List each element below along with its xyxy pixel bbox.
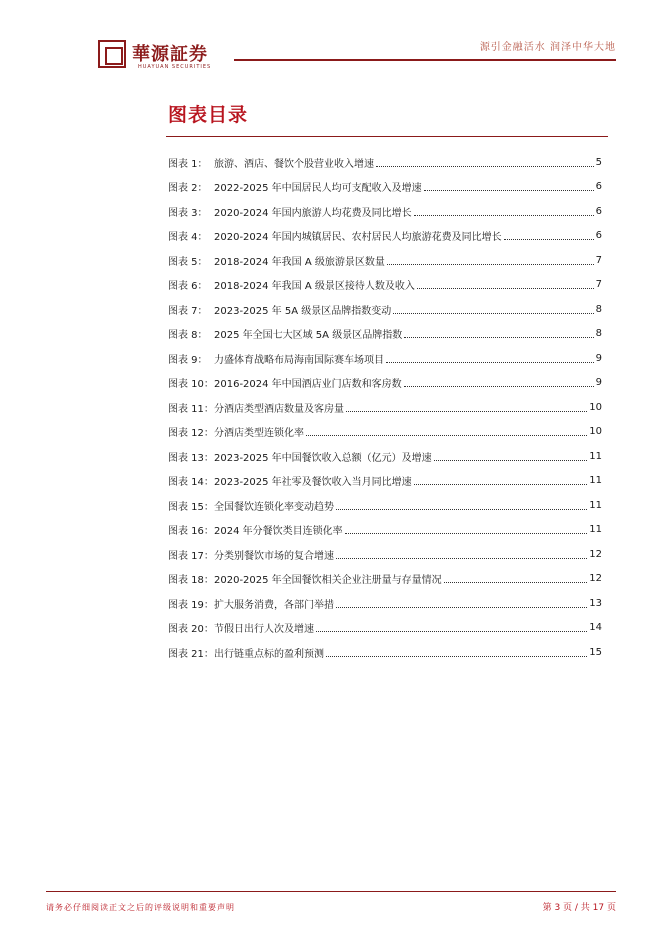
toc-dot-leader: [434, 460, 588, 461]
toc-entry-page: 11: [589, 450, 602, 462]
toc-entry-label: 图表 16：: [168, 526, 214, 538]
toc-entry[interactable]: [168, 616, 602, 641]
header-divider: [234, 59, 616, 61]
toc-entry-title: 分类别餐饮市场的复合增速: [214, 550, 334, 562]
toc-entry[interactable]: [168, 322, 602, 347]
toc-entry-page: 12: [589, 573, 602, 585]
toc-entry-page: 6: [595, 205, 602, 217]
toc-entry-page: 12: [589, 548, 602, 560]
logo-name: 華源証券: [132, 44, 208, 65]
toc-dot-leader: [414, 484, 588, 485]
toc-entry[interactable]: [168, 224, 602, 249]
toc-entry[interactable]: [168, 591, 602, 616]
toc-dot-leader: [424, 190, 594, 191]
toc-dot-leader: [444, 582, 588, 583]
toc-entry-title: 2023-2025 年中国餐饮收入总额（亿元）及增速: [214, 452, 432, 464]
toc-entry-label: 图表 2：: [168, 183, 208, 195]
toc-entry-page: 9: [595, 377, 602, 389]
toc-entry-label: 图表 18：: [168, 575, 214, 587]
toc-entry-page: 5: [595, 156, 602, 168]
logo-subtitle: HUAYUAN SECURITIES: [138, 64, 212, 70]
toc-entry-title: 节假日出行人次及增速: [214, 624, 314, 636]
toc-entry-label: 图表 6：: [168, 281, 208, 293]
toc-dot-leader: [404, 337, 593, 338]
toc-dot-leader: [336, 558, 587, 559]
toc-entry[interactable]: [168, 640, 602, 665]
toc-entry-label: 图表 15：: [168, 501, 214, 513]
toc-entry-label: 图表 17：: [168, 550, 214, 562]
toc-entry[interactable]: [168, 346, 602, 371]
toc-entry-title: 出行链重点标的盈利预测: [214, 648, 324, 660]
toc-title: 图表目录: [168, 104, 249, 126]
toc-entry-page: 10: [589, 401, 602, 413]
toc-entry-page: 7: [595, 279, 602, 291]
table-of-figures: [168, 150, 602, 665]
toc-entry-page: 7: [595, 254, 602, 266]
toc-entry-page: 9: [595, 352, 602, 364]
toc-entry[interactable]: [168, 567, 602, 592]
toc-entry[interactable]: [168, 542, 602, 567]
toc-dot-leader: [345, 533, 588, 534]
toc-dot-leader: [393, 313, 593, 314]
toc-entry[interactable]: [168, 248, 602, 273]
toc-entry-title: 2023-2025 年社零及餐饮收入当月同比增速: [214, 477, 412, 489]
toc-entry[interactable]: [168, 273, 602, 298]
toc-entry-title: 2018-2024 年我国 A 级旅游景区数量: [214, 256, 385, 268]
toc-entry-page: 14: [589, 622, 602, 634]
toc-entry-page: 11: [589, 499, 602, 511]
toc-entry-label: 图表 8：: [168, 330, 208, 342]
toc-entry-page: 8: [595, 328, 602, 340]
header-slogan: 源引金融活水 润泽中华大地: [479, 42, 616, 53]
toc-dot-leader: [504, 239, 594, 240]
toc-entry-title: 2022-2025 年中国居民人均可支配收入及增速: [214, 183, 422, 195]
toc-entry-title: 2024 年分餐饮类目连锁化率: [214, 526, 343, 538]
toc-entry-title: 分酒店类型酒店数量及客房量: [214, 403, 344, 415]
toc-dot-leader: [386, 362, 594, 363]
toc-entry[interactable]: [168, 395, 602, 420]
toc-entry-label: 图表 19：: [168, 599, 214, 611]
toc-entry-page: 8: [595, 303, 602, 315]
toc-entry-title: 分酒店类型连锁化率: [214, 428, 304, 440]
toc-entry[interactable]: [168, 371, 602, 396]
toc-dot-leader: [336, 509, 587, 510]
toc-dot-leader: [316, 631, 587, 632]
toc-entry-title: 2020-2024 年国内城镇居民、农村居民人均旅游花费及同比增长: [214, 232, 502, 244]
toc-entry[interactable]: [168, 518, 602, 543]
toc-entry-label: 图表 4：: [168, 232, 208, 244]
toc-dot-leader: [404, 386, 594, 387]
toc-dot-leader: [346, 411, 587, 412]
toc-entry-page: 10: [589, 426, 602, 438]
toc-entry-label: 图表 7：: [168, 305, 208, 317]
toc-entry-label: 图表 5：: [168, 256, 208, 268]
toc-entry-title: 2020-2024 年国内旅游人均花费及同比增长: [214, 207, 412, 219]
toc-entry-title: 2018-2024 年我国 A 级景区接待人数及收入: [214, 281, 415, 293]
page-header: [0, 0, 662, 70]
toc-entry-page: 6: [595, 181, 602, 193]
toc-entry-label: 图表 3：: [168, 207, 208, 219]
toc-entry-label: 图表 21：: [168, 648, 214, 660]
toc-entry-page: 15: [589, 646, 602, 658]
footer-disclaimer: 请务必仔细阅读正文之后的评级说明和重要声明: [46, 903, 235, 912]
toc-entry-label: 图表 14：: [168, 477, 214, 489]
toc-entry-page: 13: [589, 597, 602, 609]
toc-entry-label: 图表 9：: [168, 354, 208, 366]
toc-entry[interactable]: [168, 297, 602, 322]
toc-dot-leader: [414, 215, 594, 216]
toc-entry-label: 图表 10：: [168, 379, 214, 391]
toc-dot-leader: [417, 288, 594, 289]
toc-entry-page: 11: [589, 475, 602, 487]
toc-entry-title: 扩大服务消费，各部门举措: [214, 599, 334, 611]
toc-dot-leader: [387, 264, 594, 265]
toc-entry-page: 11: [589, 524, 602, 536]
toc-entry[interactable]: [168, 175, 602, 200]
toc-entry-label: 图表 12：: [168, 428, 214, 440]
company-logo: [98, 40, 224, 74]
toc-entry-page: 6: [595, 230, 602, 242]
toc-entry-title: 旅游、酒店、餐饮个股营业收入增速: [214, 158, 374, 170]
toc-dot-leader: [376, 166, 594, 167]
toc-entry-title: 2023-2025 年 5A 级景区品牌指数变动: [214, 305, 392, 317]
toc-entry[interactable]: [168, 444, 602, 469]
toc-entry-title: 全国餐饮连锁化率变动趋势: [214, 501, 334, 513]
toc-entry[interactable]: [168, 150, 602, 175]
title-divider: [166, 136, 608, 137]
toc-entry[interactable]: [168, 199, 602, 224]
toc-entry-label: 图表 11：: [168, 403, 214, 415]
toc-dot-leader: [326, 656, 587, 657]
toc-entry-label: 图表 20：: [168, 624, 214, 636]
toc-entry-title: 2020-2025 年全国餐饮相关企业注册量与存量情况: [214, 575, 442, 587]
toc-dot-leader: [336, 607, 587, 608]
toc-entry-label: 图表 13：: [168, 452, 214, 464]
toc-entry-label: 图表 1：: [168, 158, 208, 170]
toc-entry[interactable]: [168, 420, 602, 445]
toc-entry-title: 2016-2024 年中国酒店业门店数和客房数: [214, 379, 402, 391]
logo-mark-icon: [98, 40, 126, 68]
toc-entry[interactable]: [168, 469, 602, 494]
toc-entry[interactable]: [168, 493, 602, 518]
toc-entry-title: 2025 年全国七大区域 5A 级景区品牌指数: [214, 330, 403, 342]
toc-dot-leader: [306, 435, 587, 436]
footer-page-info: 第 3 页 / 共 17 页: [542, 903, 616, 913]
toc-entry-title: 力盛体育战略布局海南国际赛车场项目: [214, 354, 384, 366]
footer-divider: [46, 891, 616, 892]
